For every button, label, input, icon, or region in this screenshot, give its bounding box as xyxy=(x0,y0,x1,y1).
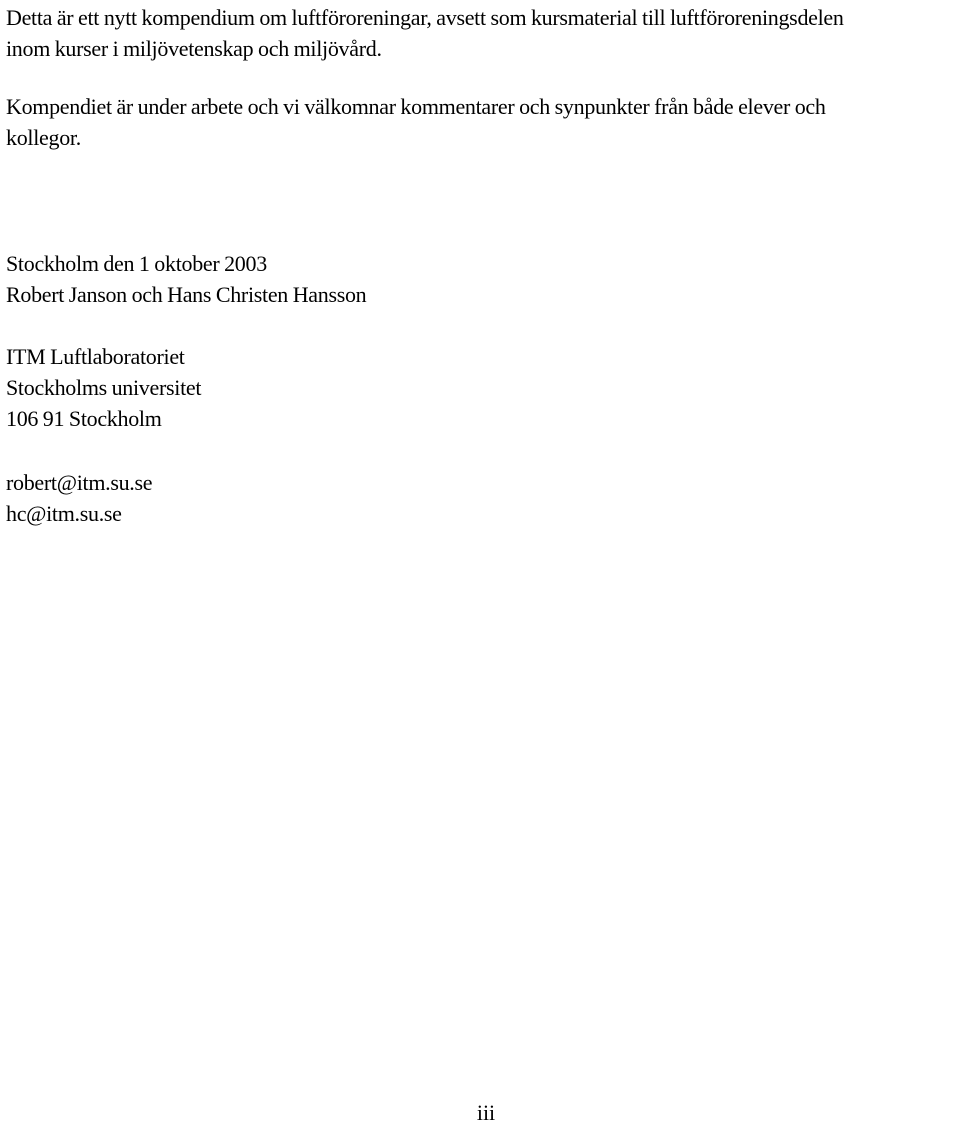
address-block xyxy=(6,341,201,434)
page-number: iii xyxy=(476,1100,496,1125)
feedback-paragraph xyxy=(6,91,826,153)
place-date: Stockholm den 1 oktober 2003 xyxy=(6,251,267,276)
intro-line-1: Detta är ett nytt kompendium om luftföroreningar, avsett som kursmaterial till luftföroreningsdelen xyxy=(6,5,844,30)
email-hc: hc@itm.su.se xyxy=(6,501,122,526)
feedback-line-2: kollegor. xyxy=(6,125,81,150)
authors: Robert Janson och Hans Christen Hansson xyxy=(6,282,367,307)
intro-paragraph xyxy=(6,2,844,64)
university-name: Stockholms universitet xyxy=(6,375,202,400)
feedback-line-1: Kompendiet är under arbete och vi välkomnar kommentarer och synpunkter från både elever och xyxy=(6,94,826,119)
signature-block xyxy=(6,248,366,310)
postal-address: 106 91 Stockholm xyxy=(6,406,162,431)
intro-line-2: inom kurser i miljövetenskap och miljövård. xyxy=(6,36,382,61)
email-robert: robert@itm.su.se xyxy=(6,470,153,495)
lab-name: ITM Luftlaboratoriet xyxy=(6,344,185,369)
contact-block xyxy=(6,467,152,529)
